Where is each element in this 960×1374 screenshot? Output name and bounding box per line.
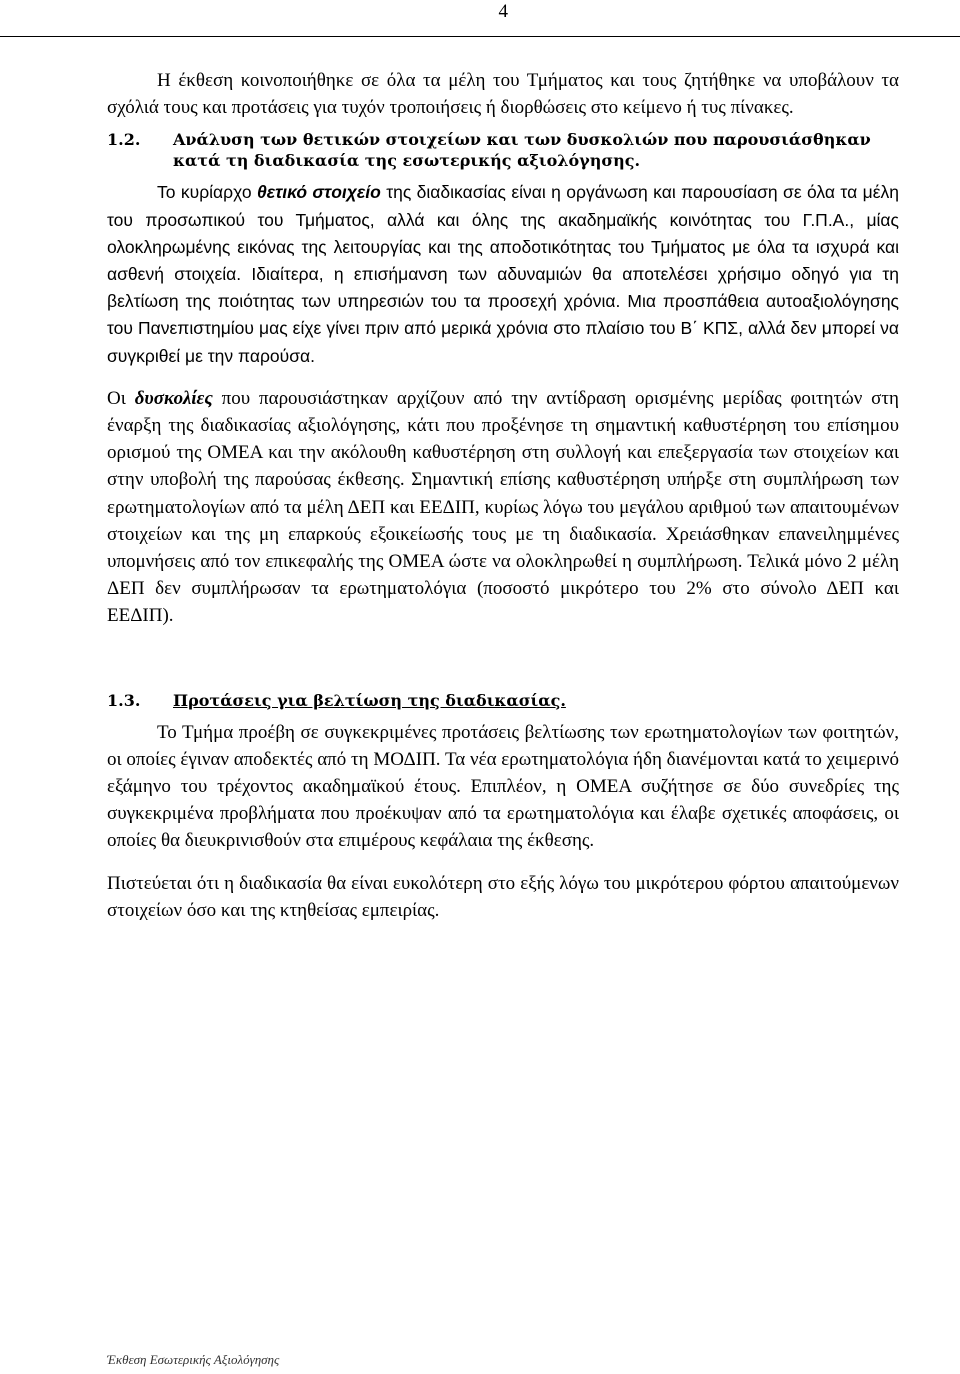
section-title: Ανάλυση των θετικών στοιχείων και των δυσκολιών που παρουσιάσθηκαν κατά τη διαδικασία της εσωτερικής αξιολόγησης. <box>173 130 871 171</box>
section-number: 1.3. <box>107 690 141 710</box>
text-run: Οι <box>107 387 135 409</box>
intro-paragraph: Η έκθεση κοινοποιήθηκε σε όλα τα μέλη του Τμήματος και τους ζητήθηκε να υποβάλουν τα σχόλιά τους και προτάσεις για τυχόν τροποιήσεις ή διορθώσεις στο κείμενο ή τυς πίνακες. <box>107 70 899 119</box>
page-body <box>107 67 899 924</box>
page-footer: Έκθεση Εσωτερικής Αξιολόγησης <box>107 1352 280 1367</box>
text-run: της διαδικασίας είναι η οργάνωση και παρουσίαση σε όλα τα μέλη του προσωπικού του Τμήματος, αλλά και όλης της ακαδημαϊκής κοινότητας του Γ.Π.Α., μίας ολοκληρωμένης εικόνας της λειτουργίας και της αποδοτικότητας του Τμήματος με όλα τα ισχυρά και ασθενή στοιχεία. Ιδιαίτερα, η επισήμανση των αδυναμιών θα αποτελέσει χρήσιμο οδηγό για τη βελτίωση της ποιότητας των υπηρεσιών του τα προσεχή χρόνια. Μια προσπάθεια αυτοαξιολόγησης του Πανεπιστημίου μας είχε γίνει πριν από μερικά χρόνια στο πλαίσιο του Β΄ ΚΠΣ, αλλά δεν μπορεί να συγκριθεί με την παρούσα. <box>107 182 899 366</box>
text-run: Το κυρίαρχο <box>157 182 257 203</box>
section-heading-1-3 <box>107 690 899 711</box>
section-heading-1-2 <box>107 129 899 171</box>
text-run: που παρουσιάστηκαν αρχίζουν από την αντίδραση ορισμένης μερίδας φοιτητών στη έναρξη της διαδικασίας αξιολόγησης, κάτι που προξένησε τη σημαντική καθυστέρηση του επίσημου ορισμού της ΟΜΕΑ και την ακόλουθη καθυστέρηση στη συλλογή και επεξεργασία των στοιχείων και στην υποβολή της παρούσας έκθεσης. Σημαντική επίσης καθυστέρηση υπήρξε στη συμπλήρωση των ερωτηματολογίων από τα μέλη ΔΕΠ και ΕΕΔΙΠ, κυρίως λόγω του μεγάλου αριθμού των απαιτουμένων στοιχείων και της μη επαρκούς εξοικείωσής τους με τη διαδικασία. Χρειάσθηκαν επανειλημμένες υπομνήσεις από τον επικεφαλής της ΟΜΕΑ ώστε να ολοκληρωθεί η συμπλήρωση. Τελικά μόνο 2 μέλη ΔΕΠ δεν συμπλήρωσαν τα ερωτηματολόγια (ποσοστό μικρότερο του 2% στο σύνολο ΔΕΠ και ΕΕΔΙΠ). <box>107 387 899 627</box>
section-title: Προτάσεις για βελτίωση της διαδικασίας. <box>173 690 566 710</box>
page-number: 4 <box>498 1 508 22</box>
section-number: 1.2. <box>107 130 141 150</box>
emphasis-difficulties: δυσκολίες <box>134 387 213 409</box>
positive-aspects-paragraph <box>107 179 899 369</box>
difficulties-paragraph <box>107 385 899 630</box>
proposals-paragraph: Το Τμήμα προέβη σε συγκεκριμένες προτάσεις βελτίωσης των ερωτηματολογίων των φοιτητών, οι οποίες έγιναν αποδεκτές από τη ΜΟΔΙΠ. Τα νέα ερωτηματολόγια ήδη διανέμονται κατά το χειμερινό εξάμηνο του τρέχοντος ακαδημαϊκού έτους. Επιπλέον, η ΟΜΕΑ συζήτησε σε δύο συνεδρίες της συγκεκριμένα προβλήματα που προέκυψαν από τα ερωτηματολόγια και έλαβε σχετικές αποφάσεις, οι οποίες θα διευκρινισθούν στα επιμέρους κεφάλαια της έκθεσης. <box>107 721 899 852</box>
emphasis-positive: θετικό στοιχείο <box>256 182 381 203</box>
conclusion-paragraph: Πιστεύεται ότι η διαδικασία θα είναι ευκολότερη στο εξής λόγω του μικρότερου φόρτου απαιτούμενων στοιχείων όσο και της κτηθείσας εμπειρίας. <box>107 872 899 921</box>
header-rule <box>0 36 960 37</box>
